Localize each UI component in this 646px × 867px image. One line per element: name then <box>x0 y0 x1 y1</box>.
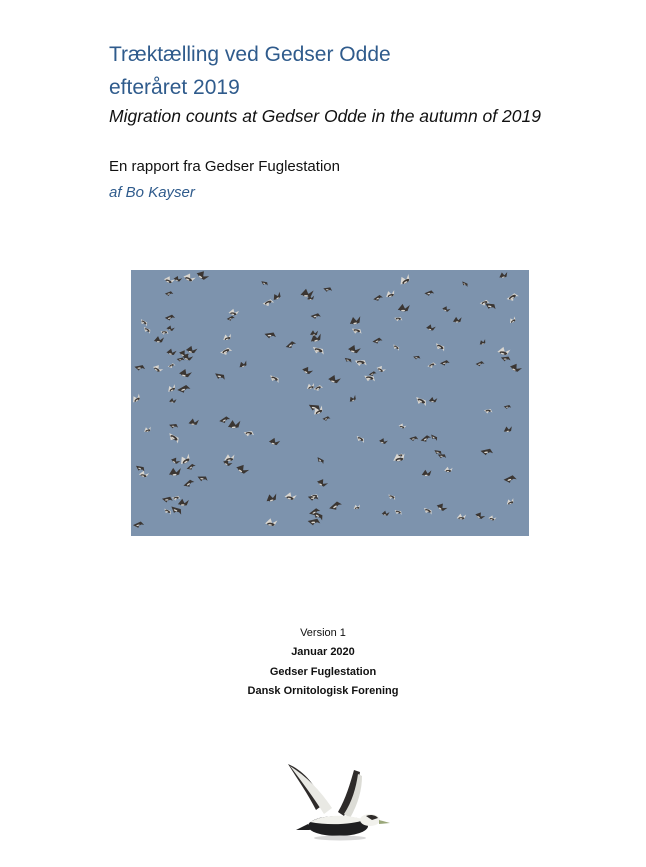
author-line: af Bo Kayser <box>109 184 195 201</box>
eider-duck-logo-icon <box>280 760 392 844</box>
version-label: Version 1 <box>300 627 346 639</box>
station-label: Gedser Fuglestation <box>269 666 377 678</box>
report-line: En rapport fra Gedser Fuglestation <box>109 158 340 175</box>
english-subtitle: Migration counts at Gedser Odde in the autumn of 2019 <box>109 106 541 126</box>
date-label: Januar 2020 <box>291 646 355 658</box>
flock-of-geese-photo <box>131 270 529 536</box>
title-line-2: efteråret 2019 <box>109 76 240 99</box>
title-line-1: Træktælling ved Gedser Odde <box>109 43 391 66</box>
society-label: Dansk Ornitologisk Forening <box>247 685 399 697</box>
